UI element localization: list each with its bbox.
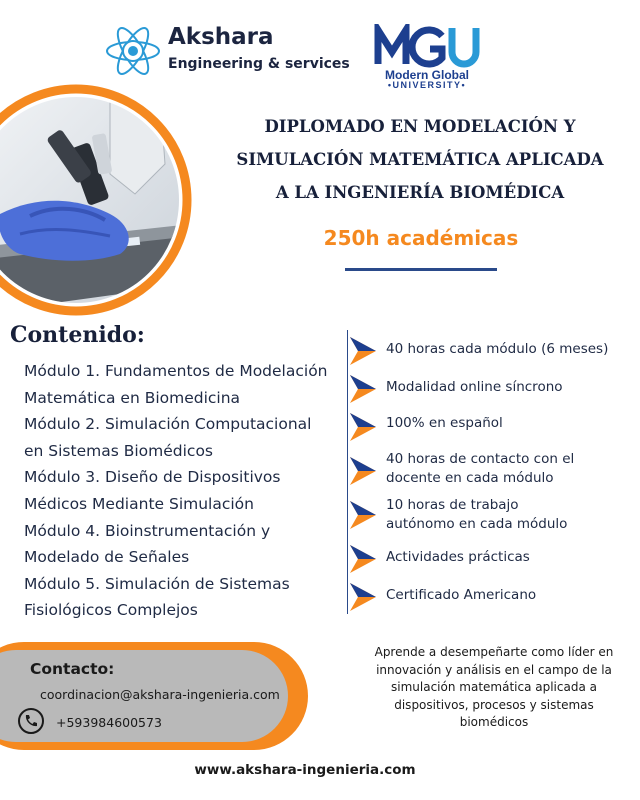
microscope-photo [0,84,192,316]
feature-item [348,332,638,372]
atom-logo-icon [104,22,162,80]
tagline-line: simulación matemática aplicada a [391,680,597,695]
module-line: Módulo 5. Simulación de Sistemas [24,574,290,593]
tagline-line: innovación y análisis en el campo de la [376,662,612,677]
feature-text: docente en cada módulo [386,470,554,486]
brand-name: Akshara [168,24,274,50]
title-line: A LA INGENIERÍA BIOMÉDICA [275,183,565,202]
arrow-bullet-icon [348,542,378,576]
feature-text: 100% en español [386,415,503,431]
arrow-bullet-icon [348,334,378,368]
mgu-name: Modern Global [385,68,469,82]
contact-email[interactable]: coordinacion@akshara-ingenieria.com [40,687,280,702]
module-line: en Sistemas Biomédicos [24,441,214,460]
module-line: Módulo 2. Simulación Computacional [24,415,312,434]
feature-item [348,578,638,618]
tagline-line: Aprende a desempeñarte como líder en [374,645,614,659]
mgu-subname: •UNIVERSITY• [387,80,467,90]
feature-text: Certificado Americano [386,587,537,603]
arrow-bullet-icon [348,580,378,614]
hours-underline [345,268,497,271]
feature-item [348,540,638,580]
arrow-bullet-icon [348,372,378,406]
arrow-bullet-icon [348,454,378,488]
feature-item [348,452,638,492]
feature-text: Actividades prácticas [386,549,530,565]
module-line: Módulo 1. Fundamentos de Modelación [24,362,328,380]
feature-text: autónomo en cada módulo [386,516,568,532]
tagline [350,644,638,732]
feature-text: 10 horas de trabajo [386,497,519,513]
module-line: Módulo 3. Diseño de Dispositivos [24,468,281,487]
program-title [222,110,618,209]
title-line: SIMULACIÓN MATEMÁTICA APLICADA [236,150,604,169]
title-line: DIPLOMADO EN MODELACIÓN Y [264,117,576,136]
module-line: Fisiológicos Complejos [24,601,198,620]
brand-subtitle: Engineering & services [168,56,350,72]
module-line: Matemática en Biomedicina [24,388,241,407]
feature-item [348,370,638,410]
module-line: Módulo 4. Bioinstrumentación y [24,521,271,540]
phone-icon [17,707,45,735]
website-link[interactable]: www.akshara-ingenieria.com [194,762,416,778]
contact-title: Contacto: [30,660,115,678]
feature-text: 40 horas de contacto con el [386,451,575,467]
mgu-logo-icon [372,24,482,68]
feature-text: 40 horas cada módulo (6 meses) [386,341,609,357]
arrow-bullet-icon [348,410,378,444]
module-line: Médicos Mediante Simulación [24,494,254,513]
module-line: Modelado de Señales [24,548,190,567]
feature-text: Modalidad online síncrono [386,379,563,395]
feature-item [348,496,638,536]
contact-phone[interactable]: +593984600573 [56,715,162,730]
academic-hours: 250h académicas [323,226,519,250]
tagline-line: dispositivos, procesos y sistemas [394,697,594,712]
content-heading: Contenido: [10,322,145,348]
arrow-bullet-icon [348,498,378,532]
tagline-line: biomédicos [459,715,529,730]
module-list [24,358,342,624]
feature-item [348,408,638,448]
